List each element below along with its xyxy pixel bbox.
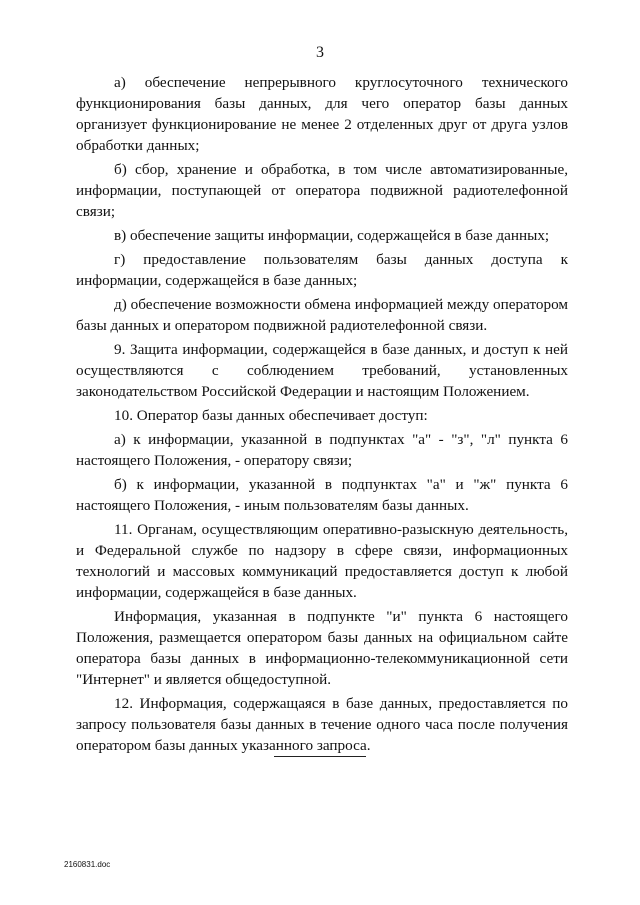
paragraph-item-b: б) сбор, хранение и обработка, в том числе автоматизированные, информации, поступающей от оператора подвижной радиотелефонной связи; [76, 161, 568, 220]
paragraph-10-b: б) к информации, указанной в подпунктах "а" и "ж" пункта 6 настоящего Положения, - иным пользователям базы данных. [76, 476, 568, 514]
paragraph-item-v: в) обеспечение защиты информации, содержащейся в базе данных; [114, 227, 550, 244]
footer-filename: 2160831.doc [64, 860, 111, 869]
paragraph-item-a: а) обеспечение непрерывного круглосуточного технического функционирования базы данных, для чего оператор базы данных организует функционирование не менее 2 отделенных друг от друга узлов обработки данных; [76, 74, 568, 154]
paragraph-10: 10. Оператор базы данных обеспечивает доступ: [114, 407, 428, 424]
paragraph-10-a: а) к информации, указанной в подпунктах "а" - "з", "л" пункта 6 настоящего Положения, - оператору связи; [76, 431, 568, 469]
paragraph-item-d: д) обеспечение возможности обмена информацией между оператором базы данных и оператором подвижной радиотелефонной связи. [76, 296, 568, 334]
paragraph-9: 9. Защита информации, содержащейся в базе данных, и доступ к ней осуществляются с соблюдением требований, установленных законодательством Российской Федерации и настоящим Положением. [76, 341, 568, 400]
paragraph-11-info: Информация, указанная в подпункте "и" пункта 6 настоящего Положения, размещается оператором базы данных на официальном сайте оператора базы данных в информационно-телекоммуникационной сети "Интернет" и является общедоступной. [76, 608, 568, 688]
paragraph-11: 11. Органам, осуществляющим оперативно-разыскную деятельность, и Федеральной службе по надзору в сфере связи, информационных технологий и массовых коммуникаций предоставляется доступ к любой информации, содержащейся в базе данных. [76, 521, 568, 601]
page-number: 3 [316, 44, 324, 61]
end-rule-divider [274, 756, 366, 757]
paragraph-item-g: г) предоставление пользователям базы данных доступа к информации, содержащейся в базе данных; [76, 251, 568, 289]
document-body [76, 72, 568, 759]
paragraph-12: 12. Информация, содержащаяся в базе данных, предоставляется по запросу пользователя базы данных в течение одного часа после получения оператором базы данных указанного запроса. [76, 695, 568, 754]
